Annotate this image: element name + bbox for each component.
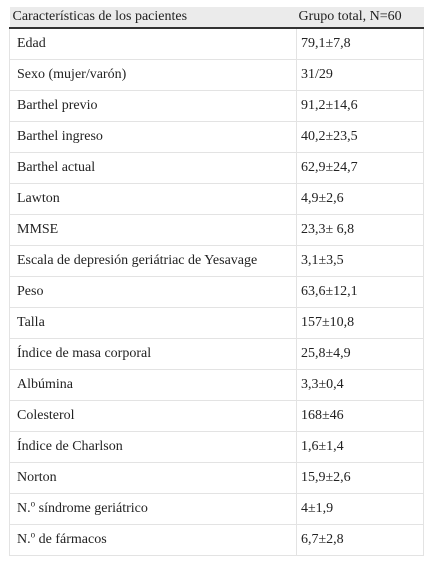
row-label: Escala de depresión geriátriac de Yesavage xyxy=(10,246,297,277)
row-value: 79,1±7,8 xyxy=(297,28,424,60)
row-value: 4,9±2,6 xyxy=(297,184,424,215)
row-label: Talla xyxy=(10,308,297,339)
table-row xyxy=(10,215,424,246)
table-row xyxy=(10,91,424,122)
row-label: Albúmina xyxy=(10,370,297,401)
table-row xyxy=(10,339,424,370)
table-row xyxy=(10,246,424,277)
row-label: Barthel actual xyxy=(10,153,297,184)
row-label: Índice de masa corporal xyxy=(10,339,297,370)
row-value: 62,9±24,7 xyxy=(297,153,424,184)
table-row xyxy=(10,28,424,60)
label-prefix: N. xyxy=(17,501,31,516)
table-row xyxy=(10,277,424,308)
table-row xyxy=(10,463,424,494)
row-label: Barthel previo xyxy=(10,91,297,122)
row-label: Lawton xyxy=(10,184,297,215)
row-value: 1,6±1,4 xyxy=(297,432,424,463)
row-value: 168±46 xyxy=(297,401,424,432)
ordinal-superscript: o xyxy=(30,498,36,509)
table-row xyxy=(10,525,424,556)
column-header-total-group: Grupo total, N=60 xyxy=(297,7,424,28)
row-value: 3,1±3,5 xyxy=(297,246,424,277)
label-suffix: de fármacos xyxy=(35,532,107,547)
row-label: Colesterol xyxy=(10,401,297,432)
column-header-characteristics: Características de los pacientes xyxy=(10,7,297,28)
row-label: Barthel ingreso xyxy=(10,122,297,153)
table-body xyxy=(10,28,424,556)
table-row xyxy=(10,401,424,432)
row-value: 6,7±2,8 xyxy=(297,525,424,556)
table-row xyxy=(10,494,424,525)
table-row xyxy=(10,370,424,401)
row-label xyxy=(10,525,297,556)
row-label: Norton xyxy=(10,463,297,494)
row-value: 157±10,8 xyxy=(297,308,424,339)
table-row xyxy=(10,60,424,91)
row-label: Sexo (mujer/varón) xyxy=(10,60,297,91)
table-row xyxy=(10,122,424,153)
row-value: 91,2±14,6 xyxy=(297,91,424,122)
table-row xyxy=(10,308,424,339)
table-row xyxy=(10,153,424,184)
label-suffix: síndrome geriátrico xyxy=(35,501,148,516)
patient-characteristics-table-container xyxy=(9,7,423,556)
row-value: 23,3± 6,8 xyxy=(297,215,424,246)
row-value: 63,6±12,1 xyxy=(297,277,424,308)
table-row xyxy=(10,432,424,463)
table-header xyxy=(10,7,424,28)
row-value: 31/29 xyxy=(297,60,424,91)
row-value: 25,8±4,9 xyxy=(297,339,424,370)
row-label xyxy=(10,494,297,525)
row-value: 40,2±23,5 xyxy=(297,122,424,153)
label-prefix: N. xyxy=(17,532,31,547)
table-header-row xyxy=(10,7,424,28)
row-label: MMSE xyxy=(10,215,297,246)
table-row xyxy=(10,184,424,215)
row-label: Peso xyxy=(10,277,297,308)
row-value: 4±1,9 xyxy=(297,494,424,525)
row-value: 15,9±2,6 xyxy=(297,463,424,494)
ordinal-superscript: o xyxy=(30,529,36,540)
row-label: Edad xyxy=(10,28,297,60)
patient-characteristics-table xyxy=(9,7,424,556)
row-label: Índice de Charlson xyxy=(10,432,297,463)
row-value: 3,3±0,4 xyxy=(297,370,424,401)
